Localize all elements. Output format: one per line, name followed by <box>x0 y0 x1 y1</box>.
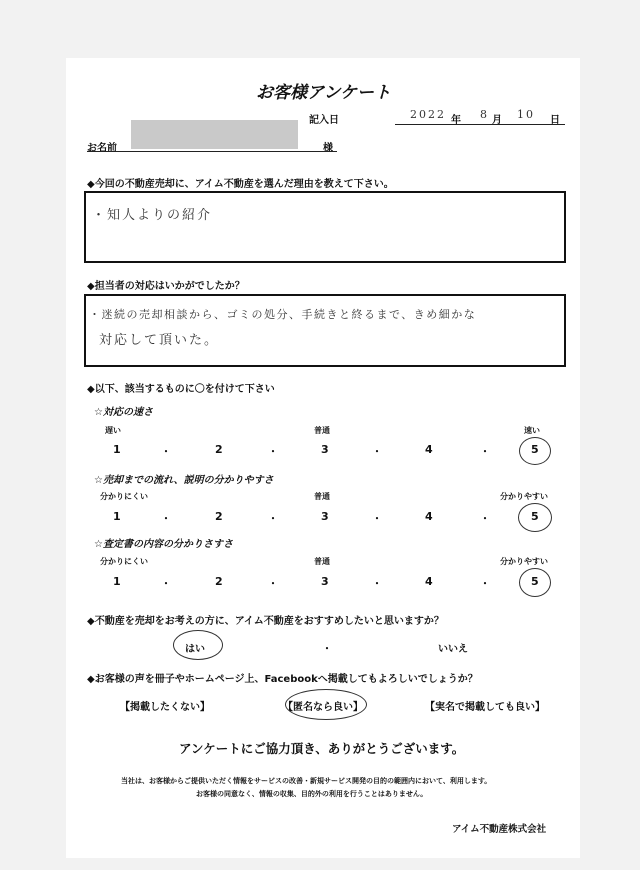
q3-item2-right-label: 分かりやすい <box>500 492 548 501</box>
name-underline <box>87 151 337 152</box>
q3-item1-sep: ・ <box>268 447 278 458</box>
q3-item3-title: ☆査定書の内容の分かりさすさ <box>94 539 233 550</box>
thanks-message: アンケートにご協力頂き、ありがとうございます。 <box>179 741 465 756</box>
date-day: 10 <box>517 108 535 121</box>
q3-item2-sep: ・ <box>268 514 278 525</box>
q3-item3-sep: ・ <box>480 579 490 590</box>
date-year: 2022 <box>410 108 446 121</box>
q3-item3-option-2[interactable]: 2 <box>215 575 223 588</box>
q3-item3-right-label: 分かりやすい <box>500 557 548 566</box>
q3-item1-left-label: 遅い <box>105 426 121 435</box>
survey-title: お客様アンケート <box>256 83 391 103</box>
q3-item2-title: ☆売却までの流れ、説明の分かりやすさ <box>94 475 274 486</box>
date-label: 記入日 <box>309 115 339 126</box>
q3-item3-sep: ・ <box>268 579 278 590</box>
q3-item3-option-3[interactable]: 3 <box>321 575 329 588</box>
date-month: 8 <box>480 108 489 121</box>
q3-item3-option-1[interactable]: 1 <box>113 575 121 588</box>
q3-item2-option-3[interactable]: 3 <box>321 510 329 523</box>
q3-item1-mid-label: 普通 <box>314 426 330 435</box>
q3-item1-sep: ・ <box>480 447 490 458</box>
q4-yes-selection-circle <box>173 630 223 660</box>
q3-question: ◆以下、該当するものに〇を付けて下さい <box>87 384 275 395</box>
q3-item1-sep: ・ <box>372 447 382 458</box>
q4-sep: ・ <box>322 644 332 655</box>
q3-item3-mid-label: 普通 <box>314 557 330 566</box>
q5-option-no-publish[interactable]: 【掲載したくない】 <box>120 702 210 713</box>
q3-item2-sep: ・ <box>161 514 171 525</box>
q3-item2-option-2[interactable]: 2 <box>215 510 223 523</box>
name-label: お名前 <box>87 143 117 154</box>
q2-question: ◆担当者の対応はいかがでしたか？ <box>87 281 245 292</box>
company-name: アイム不動産株式会社 <box>452 824 547 835</box>
q1-answer: ・知人よりの紹介 <box>92 208 213 223</box>
q3-item2-sep: ・ <box>480 514 490 525</box>
q3-item2-mid-label: 普通 <box>314 492 330 501</box>
q3-item2-option-5[interactable]: 5 <box>531 510 539 523</box>
date-underline <box>395 124 565 125</box>
q3-item2-sep: ・ <box>372 514 382 525</box>
redacted-name <box>131 120 298 149</box>
date-month-unit: 月 <box>492 115 502 126</box>
q4-question: ◆不動産を売却をお考えの方に、アイム不動産をおすすめしたいと思いますか？ <box>87 616 444 627</box>
privacy-notice-line1: 当社は、お客様からご提供いただく情報をサービスの改善・新規サービス開発の目的の範囲内において、利用します。 <box>121 777 492 785</box>
q3-item1-sep: ・ <box>161 447 171 458</box>
q3-item3-option-4[interactable]: 4 <box>425 575 433 588</box>
q5-option-anonymous[interactable]: 【匿名なら良い】 <box>283 702 363 713</box>
q3-item1-option-4[interactable]: 4 <box>425 443 433 456</box>
q4-no-option[interactable]: いいえ <box>438 644 468 655</box>
q3-item1-option-1[interactable]: 1 <box>113 443 121 456</box>
q3-item1-option-2[interactable]: 2 <box>215 443 223 456</box>
q3-item3-sep: ・ <box>161 579 171 590</box>
date-year-unit: 年 <box>451 115 461 126</box>
q5-option-real-name[interactable]: 【実名で掲載しても良い】 <box>425 702 545 713</box>
q1-question: ◆今回の不動産売却に、アイム不動産を選んだ理由を教えて下さい。 <box>87 179 394 190</box>
q5-question: ◆お客様の声を冊子やホームページ上、Facebookへ掲載してもよろしいでしょうか？ <box>87 674 478 685</box>
q3-item1-right-label: 速い <box>524 426 540 435</box>
date-day-unit: 日 <box>550 115 560 126</box>
name-suffix: 様 <box>323 143 333 154</box>
q3-item3-left-label: 分かりにくい <box>100 557 148 566</box>
q3-item2-selection-circle <box>518 503 552 532</box>
q4-yes-option[interactable]: はい <box>185 644 205 655</box>
q3-item2-left-label: 分かりにくい <box>100 492 148 501</box>
q3-item2-option-4[interactable]: 4 <box>425 510 433 523</box>
q2-answer-line2: 対応して頂いた。 <box>99 333 220 348</box>
q3-item1-title: ☆対応の速さ <box>94 407 153 418</box>
q3-item3-sep: ・ <box>372 579 382 590</box>
q2-answer-line1: ・迷続の売却相談から、ゴミの処分、手続きと終るまで、きめ細かな <box>89 308 477 321</box>
q3-item2-option-1[interactable]: 1 <box>113 510 121 523</box>
q5-selection-circle <box>285 689 367 720</box>
q3-item1-selection-circle <box>519 437 551 465</box>
q3-item3-option-5[interactable]: 5 <box>531 575 539 588</box>
privacy-notice-line2: お客様の同意なく、情報の収集、目的外の利用を行うことはありません。 <box>196 790 428 798</box>
q3-item1-option-3[interactable]: 3 <box>321 443 329 456</box>
q3-item3-selection-circle <box>519 568 551 597</box>
q3-item1-option-5[interactable]: 5 <box>531 443 539 456</box>
q1-answer-box <box>84 191 566 263</box>
